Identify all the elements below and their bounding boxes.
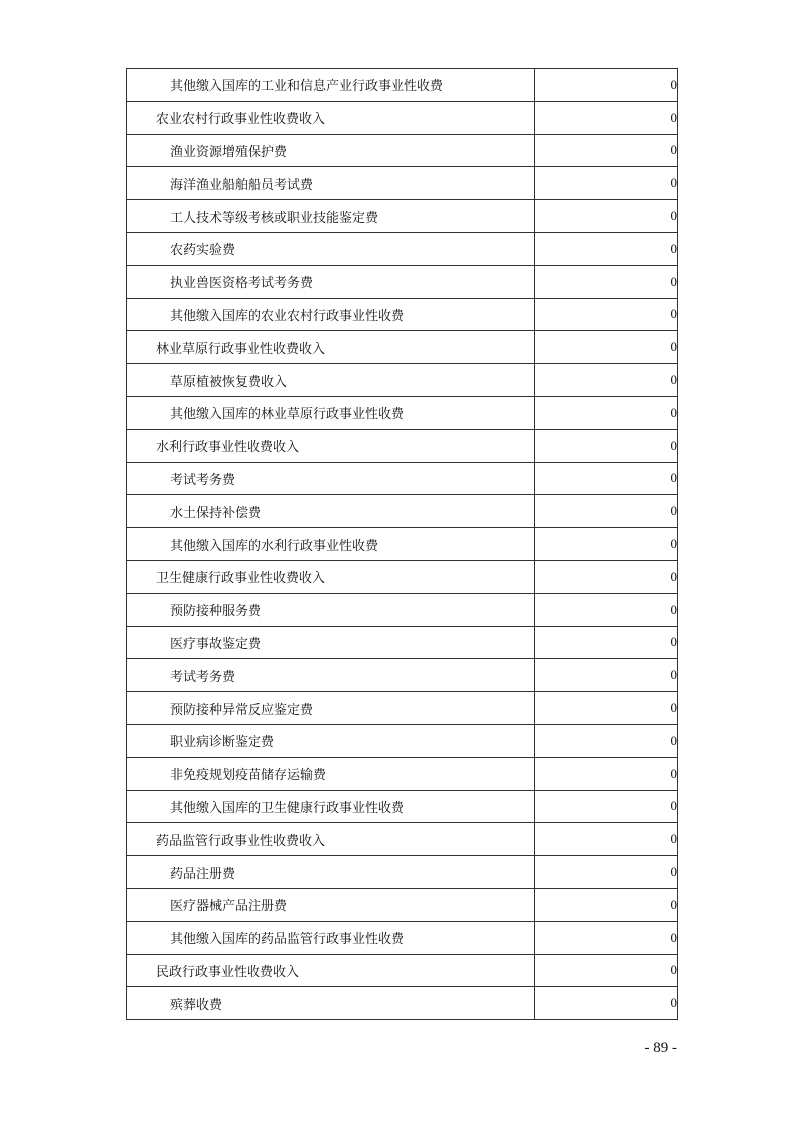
item-value-cell: 0: [535, 560, 678, 593]
table-row: [127, 823, 678, 856]
table-row: [127, 265, 678, 298]
item-name-cell: 医疗事故鉴定费: [127, 626, 535, 659]
item-name-cell: 药品注册费: [127, 856, 535, 889]
item-value-cell: 0: [535, 528, 678, 561]
item-name-cell: 其他缴入国库的农业农村行政事业性收费: [127, 298, 535, 331]
item-value-cell: 0: [535, 659, 678, 692]
item-value-cell: 0: [535, 626, 678, 659]
item-value-cell: 0: [535, 823, 678, 856]
table-row: [127, 331, 678, 364]
item-value-cell: 0: [535, 232, 678, 265]
item-value-cell: 0: [535, 888, 678, 921]
table-row: [127, 232, 678, 265]
table-row: [127, 200, 678, 233]
page-number: - 89 -: [644, 1040, 677, 1056]
table-row: [127, 298, 678, 331]
item-name-cell: 执业兽医资格考试考务费: [127, 265, 535, 298]
item-value-cell: 0: [535, 790, 678, 823]
table-row: [127, 757, 678, 790]
table-row: [127, 429, 678, 462]
item-value-cell: 0: [535, 921, 678, 954]
item-value-cell: 0: [535, 396, 678, 429]
item-name-cell: 工人技术等级考核或职业技能鉴定费: [127, 200, 535, 233]
item-name-cell: 殡葬收费: [127, 987, 535, 1020]
item-value-cell: 0: [535, 364, 678, 397]
item-name-cell: 其他缴入国库的药品监管行政事业性收费: [127, 921, 535, 954]
item-name-cell: 其他缴入国库的卫生健康行政事业性收费: [127, 790, 535, 823]
item-name-cell: 海洋渔业船舶船员考试费: [127, 167, 535, 200]
item-value-cell: 0: [535, 856, 678, 889]
item-value-cell: 0: [535, 429, 678, 462]
item-name-cell: 卫生健康行政事业性收费收入: [127, 560, 535, 593]
item-name-cell: 渔业资源增殖保护费: [127, 134, 535, 167]
item-name-cell: 考试考务费: [127, 659, 535, 692]
table-row: [127, 528, 678, 561]
table-row: [127, 856, 678, 889]
item-value-cell: 0: [535, 167, 678, 200]
table-row: [127, 462, 678, 495]
table-body: [127, 69, 678, 1020]
item-name-cell: 民政行政事业性收费收入: [127, 954, 535, 987]
item-name-cell: 预防接种服务费: [127, 593, 535, 626]
item-name-cell: 草原植被恢复费收入: [127, 364, 535, 397]
table-row: [127, 724, 678, 757]
table-row: [127, 626, 678, 659]
item-value-cell: 0: [535, 331, 678, 364]
item-name-cell: 预防接种异常反应鉴定费: [127, 692, 535, 725]
item-name-cell: 水土保持补偿费: [127, 495, 535, 528]
table-row: [127, 560, 678, 593]
table-row: [127, 364, 678, 397]
item-name-cell: 林业草原行政事业性收费收入: [127, 331, 535, 364]
item-value-cell: 0: [535, 101, 678, 134]
item-name-cell: 其他缴入国库的林业草原行政事业性收费: [127, 396, 535, 429]
table-row: [127, 101, 678, 134]
table-row: [127, 134, 678, 167]
item-value-cell: 0: [535, 954, 678, 987]
item-name-cell: 药品监管行政事业性收费收入: [127, 823, 535, 856]
revenue-table: [126, 68, 678, 1020]
item-value-cell: 0: [535, 462, 678, 495]
item-name-cell: 考试考务费: [127, 462, 535, 495]
table-row: [127, 69, 678, 102]
table-row: [127, 495, 678, 528]
item-name-cell: 非免疫规划疫苗储存运输费: [127, 757, 535, 790]
table-row: [127, 167, 678, 200]
item-name-cell: 医疗器械产品注册费: [127, 888, 535, 921]
item-value-cell: 0: [535, 298, 678, 331]
table-row: [127, 396, 678, 429]
item-value-cell: 0: [535, 200, 678, 233]
item-value-cell: 0: [535, 593, 678, 626]
table-row: [127, 593, 678, 626]
item-name-cell: 其他缴入国库的工业和信息产业行政事业性收费: [127, 69, 535, 102]
item-value-cell: 0: [535, 757, 678, 790]
item-value-cell: 0: [535, 265, 678, 298]
item-name-cell: 职业病诊断鉴定费: [127, 724, 535, 757]
table-row: [127, 921, 678, 954]
item-name-cell: 其他缴入国库的水利行政事业性收费: [127, 528, 535, 561]
item-name-cell: 农业农村行政事业性收费收入: [127, 101, 535, 134]
table-row: [127, 692, 678, 725]
table-row: [127, 888, 678, 921]
table-row: [127, 954, 678, 987]
table-row: [127, 790, 678, 823]
item-value-cell: 0: [535, 495, 678, 528]
table-row: [127, 659, 678, 692]
item-value-cell: 0: [535, 724, 678, 757]
item-name-cell: 水利行政事业性收费收入: [127, 429, 535, 462]
table-row: [127, 987, 678, 1020]
item-name-cell: 农药实验费: [127, 232, 535, 265]
item-value-cell: 0: [535, 692, 678, 725]
item-value-cell: 0: [535, 134, 678, 167]
item-value-cell: 0: [535, 69, 678, 102]
item-value-cell: 0: [535, 987, 678, 1020]
